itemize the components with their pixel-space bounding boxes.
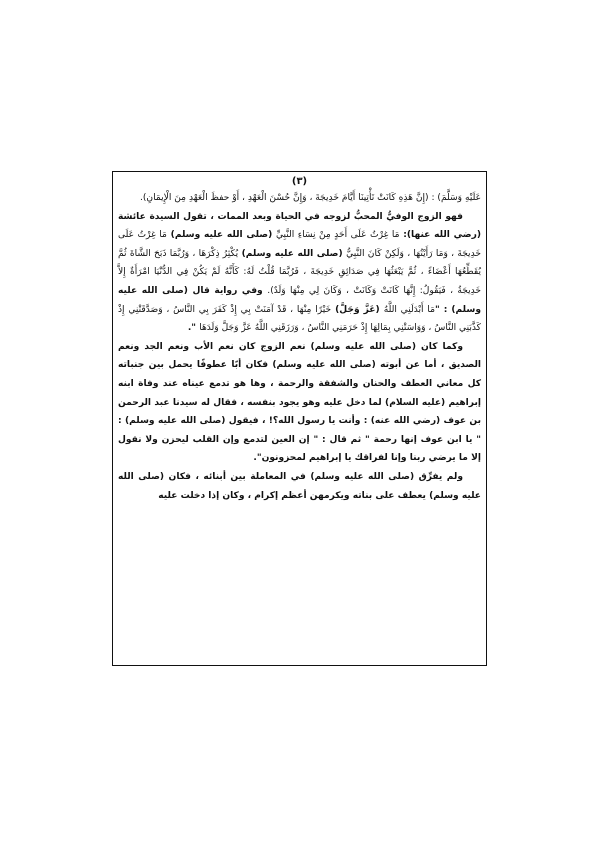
quoted-text: مَا غِرْتُ عَلَى أَحَدٍ مِنْ نِسَاءِ النَّبِيِّ [275,230,400,241]
quoted-text: خَيْرًا مِنْهَا ، قَدْ آمَنَتْ بِي إِذْ كَفَرَ بِي النَّاسُ ، وَصَدَّقَتْنِي إِذْ كَذَّبَنِي النَّاسُ ، وَوَاسَتْنِي بِمَالِهَا إِذْ حَرَمَنِي النَّاسُ ، وَرَزَقَنِي اللَّهُ عَزَّ وَجَلَّ وَلَدَهَا [118,304,481,334]
paragraph-text: وكما كان (صلى الله عليه وسلم) نعم الزوج كان نعم الأب ونعم الجد ونعم الصديق ، أما عن أبوته (صلى الله عليه وسلم) فكان أبًا عطوفًا يحمل بين جنباته كل معاني العطف والحنان والشفقة والرحمة ، وها هو تدمع عيناه عند وفاة ابنه إبراهيم (عليه السلام) لما دخل عليه وهو يجود بنفسه ، فقال له سيدنا عبد الرحمن بن عوف (رضي الله عنه) : وأنت يا رسول الله؟! ، فيقول (صلى الله عليه وسلم) : " يا ابن عوف إنها رحمة " ثم قال : " إن العين لتدمع وإن القلب ليحزن ولا نقول إلا ما يرضي ربنا وإنا لفراقك يا إبراهيم لمحزونون". [118,341,481,464]
paragraph-text: (صلى الله عليه وسلم) [166,230,276,241]
paragraph-text: (صلى الله عليه وسلم) [238,248,347,259]
paragraph [118,338,481,468]
paragraph-text: (عَزَّ وَجَلَّ) [331,304,384,315]
quoted-text: يُكْثِرُ ذِكْرَهَا ، وَرُبَّمَا ذَبَحَ الشَّاةَ ثُمَّ يُقَطِّعُهَا أَعْضَاءً ، ثُمَّ يَبْعَثُهَا فِي صَدَائِقِ خَدِيجَةَ ، فَرُبَّمَا قُلْتُ لَهُ: كَأَنَّهُ لَمْ يَكُنْ فِي الدُّنْيَا امْرَأَةٌ إِلاَّ خَدِيجَةُ ، فَيَقُولُ: إِنَّهَا كَانَتْ وَكَانَتْ ، وَكَانَ لِي مِنْهَا وَلَدٌ). [118,248,482,296]
page-frame [112,171,487,666]
page-number: (٣) [291,176,308,187]
paragraph-text: ". [187,323,200,334]
text-body [118,189,481,661]
quoted-text: مَا أَبْدَلَنِي اللَّهُ [383,304,435,315]
paragraph-text: فهو الزوج الوفيُّ المحبُّ لزوجه في الحياة وبعد الممات ، تقول السيدة عائشة (رضي الله عنها): [118,211,481,241]
paragraph [118,468,481,505]
quoted-text: عَلَيْهِ وَسَلَّمَ) : (إِنَّ هَذِهِ كَانَتْ تَأْتِينَا أَيَّامَ خَدِيجَةَ ، وَإِنَّ حُسْنَ الْعَهْدِ ، أَوْ حفظَ الْعَهْدِ مِنَ الْإِيمَانِ). [139,193,481,203]
paragraph [118,189,481,208]
paragraph-text: ولم يفرِّق (صلى الله عليه وسلم) في المعاملة بين أبنائه ، فكان (صلى الله عليه وسلم) يعطف على بناته ويكرمهن أعظم إكرام ، وكان إذا دخلت عليه [118,471,481,501]
quoted-text: مَا غِرْتُ عَلَى خَدِيجَةَ ، وَمَا رَأَيْتُهَا ، وَلَكِنْ كَانَ النَّبِيُّ [118,230,481,259]
paragraph-text: وفي رواية قال (صلى الله عليه وسلم) : " [118,285,481,315]
paragraph [118,208,481,338]
